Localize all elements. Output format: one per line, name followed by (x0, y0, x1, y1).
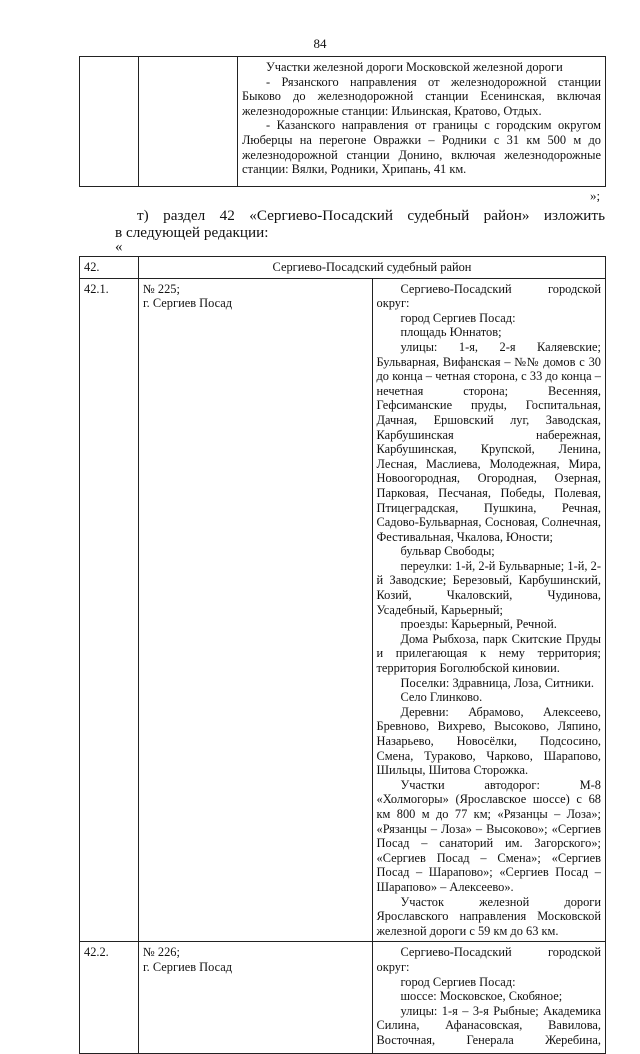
section-line: в следующей редакции: (115, 224, 269, 241)
paragraph: улицы: 1-я – 3-я Рыбные; Академика Силина, Афанасовская, Вавилова, Восточная, Генерала Жеребина, (376, 1003, 601, 1047)
paragraph: шоссе: Московское, Скобяное; (400, 989, 563, 1004)
paragraph: Сергиево-Посадский городской округ: (376, 945, 601, 974)
paragraph: проезды: Карьерный, Речной. (400, 617, 557, 632)
table-header-row (80, 257, 606, 279)
paragraph: Поселки: Здравница, Лоза, Ситники. (400, 675, 595, 690)
court-name: № 226; г. Сергиев Посад (139, 942, 373, 1054)
closing-quote: »; (590, 188, 601, 203)
paragraph: Деревни: Абрамово, Алексеево, Бревново, Вихрево, Высоково, Ляпино, Назарьево, Новосёлки, Подсосино, Смена, Тураково, Чарково, Шарапово, Шильцы, Шитова Сторожка. (376, 704, 601, 778)
paragraph: - Рязанского направления от железнодорожной станции Быково до железнодорожной станции Есенинская, включая железнодорожные станции: Ильинская, Кратово, Отдых. (242, 74, 601, 118)
section-line: т) раздел 42 «Сергиево-Посадский судебный район» изложить (137, 207, 605, 224)
row-description (372, 278, 606, 942)
section-amendment-text (115, 207, 605, 241)
row-number: 42.2. (80, 942, 139, 1054)
row-number: 42.1. (80, 278, 139, 942)
table-row (80, 278, 606, 942)
paragraph: улицы: 1-я, 2-я Каляевские; Бульварная, Вифанская – №№ домов с 30 до конца – четная сторона, с 33 до конца – нечетная сторона; Весенняя, Гефсиманские пруды, Госпитальная, Дачная, Ершовский луг, Заводская, Карбушинская набережная, Карбушинская, Крупской, Ленина, Лесная, Маслиева, Молодежная, Мира, Новоогородная, Огородная, Озерная, Парковая, Песчаная, Победы, Полевая, Птицеградская, Пушкина, Речная, Садово-Бульварная, Сосновая, Солнечная, Фестивальная, Чкалова, Юности; (376, 339, 601, 544)
header-num: 42. (80, 257, 139, 279)
paragraph: город Сергиев Посад: (400, 974, 516, 989)
court-name: № 225; г. Сергиев Посад (139, 278, 373, 942)
paragraph: Участки железной дороги Московской железной дороги (266, 60, 563, 74)
top-table (79, 56, 606, 187)
paragraph: город Сергиев Посад: (400, 310, 516, 325)
paragraph: переулки: 1-й, 2-й Бульварные; 1-й, 2-й Заводские; Березовый, Карбушинский, Козий, Чкаловский, Чудинова, Усадебный, Карьерный; (376, 558, 601, 617)
paragraph: Участок железной дороги Ярославского направления Московской железной дороги с 59 км до 63 км. (376, 894, 601, 938)
paragraph: Сергиево-Посадский городской округ: (376, 281, 601, 311)
paragraph: Участки автодорог: М-8 «Холмогоры» (Ярославское шоссе) с 68 км 800 м до 77 км; «Рязанцы – Лоза»; «Рязанцы – Лоза» – Высоково»; «Сергиев Посад – санаторий им. Загорского»; «Сергиев Посад – Смена»; «Сергиев Посад – Шарапово»; «Сергиев Посад – Шарапово» – Алексеево». (376, 777, 601, 894)
paragraph: Село Глинково. (400, 690, 483, 705)
paragraph: - Казанского направления от границы с городским округом Люберцы на перегоне Овражки – Родники с 31 км 500 м до железнодорожной станции Донино, включая железнодорожные станции: Вялки, Родники, Хрипань, 41 км. (242, 118, 601, 177)
row-description (372, 942, 606, 1054)
paragraph: бульвар Свободы; (400, 544, 495, 559)
page-number: 84 (313, 36, 327, 51)
paragraph: Дома Рыбхоза, парк Скитские Пруды и прилегающая к нему территория; территория Боголюбской киновии. (376, 631, 601, 676)
main-table (79, 256, 606, 1054)
header-title: Сергиево-Посадский судебный район (139, 257, 606, 279)
paragraph: площадь Юннатов; (400, 325, 502, 340)
table-cell-empty (80, 57, 139, 187)
table-row (80, 57, 606, 187)
table-cell-empty (139, 57, 238, 187)
table-row (80, 942, 606, 1054)
opening-quote: « (115, 239, 123, 255)
table-cell-text (238, 57, 606, 187)
